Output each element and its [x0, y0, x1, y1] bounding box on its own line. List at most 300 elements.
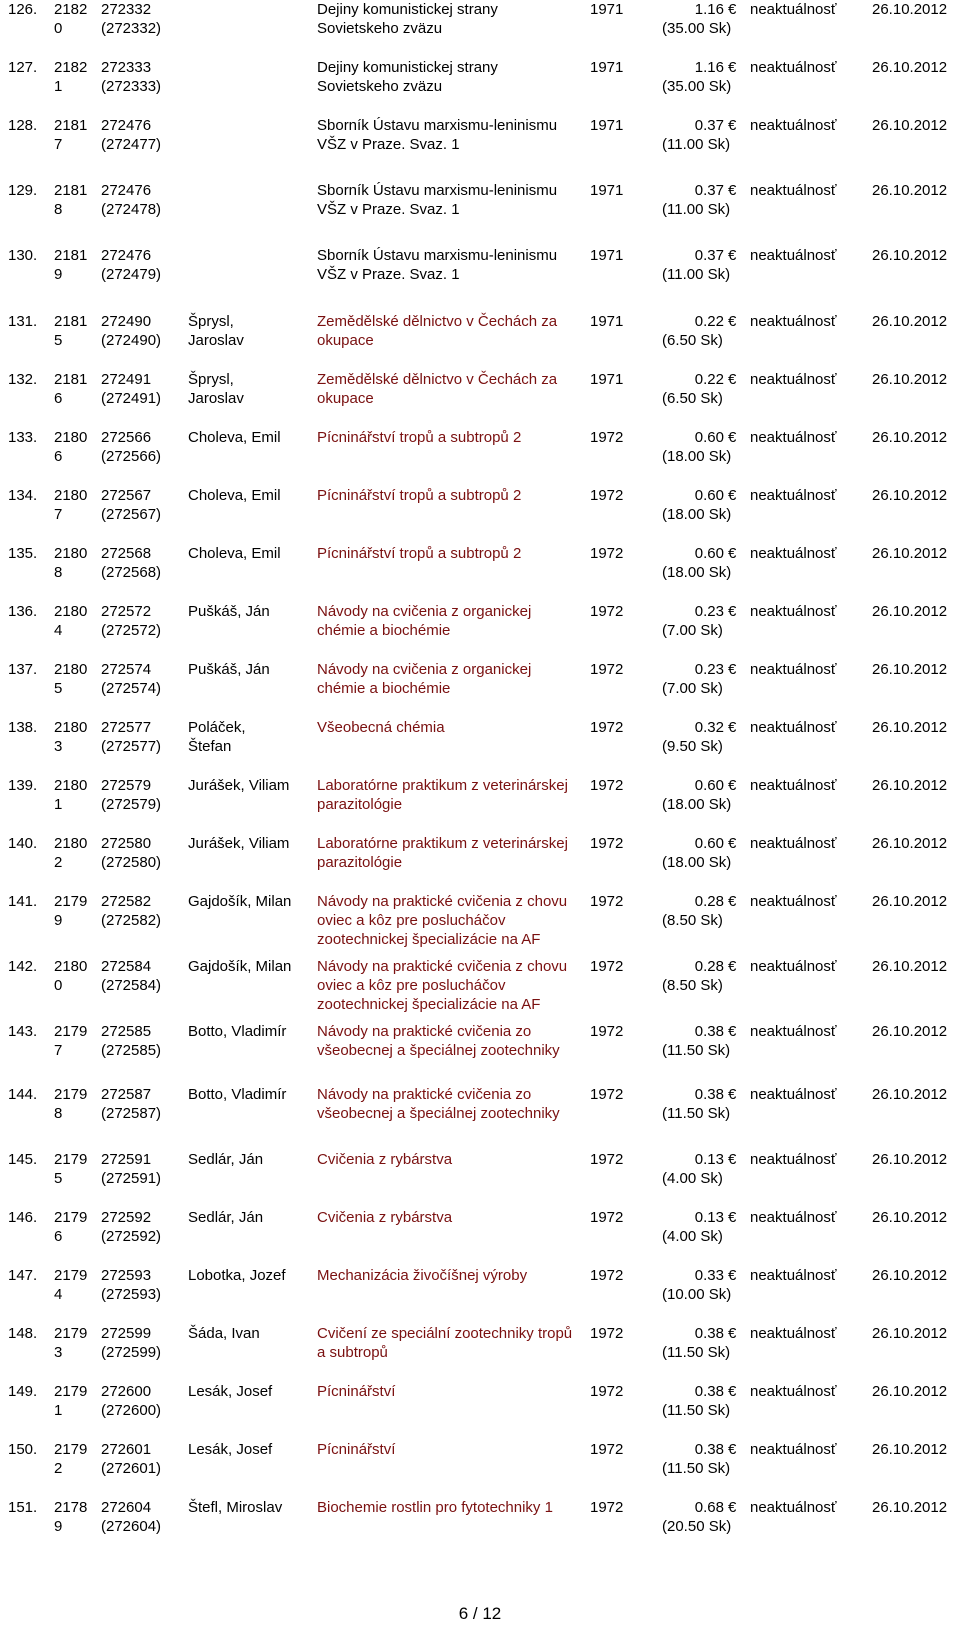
table-row: [0, 1208, 960, 1264]
euro-symbol: €: [728, 313, 737, 330]
record-code: 2179 4: [54, 1267, 88, 1303]
date: 26.10.2012: [872, 1151, 948, 1168]
record-id: 272332 (272332): [101, 1, 162, 37]
price-eur: 0.38: [694, 1383, 724, 1400]
record-id: 272476 (272477): [101, 117, 162, 153]
price-eur: 1.16: [694, 59, 724, 76]
row-number: 144.: [8, 1086, 38, 1103]
title: Cvičení ze speciální zootechniky tropů a subtropů: [317, 1325, 573, 1361]
author: Štefl, Miroslav: [188, 1499, 283, 1516]
status: neaktuálnosť: [750, 603, 837, 620]
date: 26.10.2012: [872, 545, 948, 562]
title: Mechanizácia živočíšnej výroby: [317, 1267, 528, 1284]
euro-symbol: €: [728, 719, 737, 736]
author: Poláček, Štefan: [188, 719, 246, 755]
year: 1971: [590, 117, 624, 134]
record-code: 2179 9: [54, 893, 88, 929]
price-sk: (20.50 Sk): [662, 1518, 732, 1535]
record-id: 272476 (272479): [101, 247, 162, 283]
euro-symbol: €: [728, 603, 737, 620]
price-sk: (18.00 Sk): [662, 506, 732, 523]
price-eur: 0.60: [694, 429, 724, 446]
author: Botto, Vladimír: [188, 1023, 287, 1040]
year: 1972: [590, 1209, 624, 1226]
table-row: [0, 834, 960, 890]
price-eur: 1.16: [694, 1, 724, 18]
year: 1972: [590, 1325, 624, 1342]
price-sk: (6.50 Sk): [662, 390, 723, 407]
title: Pícninářství tropů a subtropů 2: [317, 545, 522, 562]
title: Cvičenia z rybárstva: [317, 1151, 453, 1168]
row-number: 130.: [8, 247, 38, 264]
row-number: 141.: [8, 893, 38, 910]
price-eur: 0.38: [694, 1441, 724, 1458]
euro-symbol: €: [728, 429, 737, 446]
status: neaktuálnosť: [750, 429, 837, 446]
date: 26.10.2012: [872, 371, 948, 388]
row-number: 146.: [8, 1209, 38, 1226]
year: 1972: [590, 1441, 624, 1458]
date: 26.10.2012: [872, 1023, 948, 1040]
price-eur: 0.28: [694, 958, 724, 975]
record-id: 272491 (272491): [101, 371, 162, 407]
date: 26.10.2012: [872, 661, 948, 678]
row-number: 136.: [8, 603, 38, 620]
price-eur: 0.38: [694, 1023, 724, 1040]
year: 1972: [590, 958, 624, 975]
table-row: [0, 116, 960, 172]
author: Choleva, Emil: [188, 545, 281, 562]
price-sk: (4.00 Sk): [662, 1228, 723, 1245]
row-number: 131.: [8, 313, 38, 330]
year: 1972: [590, 429, 624, 446]
record-id: 272333 (272333): [101, 59, 162, 95]
price-sk: (35.00 Sk): [662, 78, 732, 95]
price-eur: 0.60: [694, 545, 724, 562]
author: Choleva, Emil: [188, 429, 281, 446]
record-code: 2178 9: [54, 1499, 88, 1535]
euro-symbol: €: [728, 545, 737, 562]
row-number: 132.: [8, 371, 38, 388]
author: Choleva, Emil: [188, 487, 281, 504]
title: Cvičenia z rybárstva: [317, 1209, 453, 1226]
year: 1971: [590, 371, 624, 388]
record-code: 2179 1: [54, 1383, 88, 1419]
year: 1972: [590, 719, 624, 736]
table-row: [0, 58, 960, 114]
title: Pícninářství: [317, 1441, 396, 1458]
price-sk: (7.00 Sk): [662, 622, 723, 639]
row-number: 129.: [8, 182, 38, 199]
date: 26.10.2012: [872, 1325, 948, 1342]
title: Pícninářství tropů a subtropů 2: [317, 487, 522, 504]
status: neaktuálnosť: [750, 1441, 837, 1458]
table-row: [0, 1150, 960, 1206]
title: Biochemie rostlin pro fytotechniky 1: [317, 1499, 553, 1516]
status: neaktuálnosť: [750, 117, 837, 134]
price-eur: 0.37: [694, 182, 724, 199]
record-id: 272577 (272577): [101, 719, 162, 755]
record-id: 272580 (272580): [101, 835, 162, 871]
author: Lesák, Josef: [188, 1441, 273, 1458]
year: 1971: [590, 1, 624, 18]
record-code: 2179 5: [54, 1151, 88, 1187]
euro-symbol: €: [728, 1267, 737, 1284]
euro-symbol: €: [728, 1325, 737, 1342]
record-id: 272587 (272587): [101, 1086, 162, 1122]
price-eur: 0.68: [694, 1499, 724, 1516]
price-eur: 0.32: [694, 719, 724, 736]
record-code: 2180 3: [54, 719, 88, 755]
year: 1971: [590, 313, 624, 330]
record-id: 272567 (272567): [101, 487, 162, 523]
euro-symbol: €: [728, 958, 737, 975]
year: 1972: [590, 1499, 624, 1516]
price-sk: (8.50 Sk): [662, 912, 723, 929]
record-id: 272572 (272572): [101, 603, 162, 639]
record-id: 272574 (272574): [101, 661, 162, 697]
date: 26.10.2012: [872, 1267, 948, 1284]
table-row: [0, 602, 960, 658]
euro-symbol: €: [728, 182, 737, 199]
title: Zemědělské dělnictvo v Čechách za okupace: [317, 313, 558, 349]
author: Sedlár, Ján: [188, 1209, 264, 1226]
record-code: 2180 1: [54, 777, 88, 813]
date: 26.10.2012: [872, 1441, 948, 1458]
table-row: [0, 370, 960, 426]
euro-symbol: €: [728, 1086, 737, 1103]
row-number: 127.: [8, 59, 38, 76]
status: neaktuálnosť: [750, 1086, 837, 1103]
table-row: [0, 428, 960, 484]
price-sk: (10.00 Sk): [662, 1286, 732, 1303]
euro-symbol: €: [728, 1383, 737, 1400]
record-code: 2180 4: [54, 603, 88, 639]
title: Pícninářství: [317, 1383, 396, 1400]
price-eur: 0.22: [694, 313, 724, 330]
row-number: 139.: [8, 777, 38, 794]
row-number: 143.: [8, 1023, 38, 1040]
author: Puškáš, Ján: [188, 661, 270, 678]
record-code: 2182 0: [54, 1, 88, 37]
row-number: 134.: [8, 487, 38, 504]
price-sk: (11.50 Sk): [662, 1344, 731, 1361]
title: Sborník Ústavu marxismu-leninismu VŠZ v Praze. Svaz. 1: [317, 117, 558, 153]
year: 1971: [590, 59, 624, 76]
title: Návody na praktické cvičenia zo všeobecnej a špeciálnej zootechniky: [317, 1023, 560, 1059]
price-eur: 0.23: [694, 603, 724, 620]
price-sk: (11.00 Sk): [662, 136, 731, 153]
title: Návody na praktické cvičenia z chovu oviec a kôz pre poslucháčov zootechnickej špecializácie na AF: [317, 893, 568, 948]
date: 26.10.2012: [872, 182, 948, 199]
status: neaktuálnosť: [750, 1499, 837, 1516]
price-sk: (7.00 Sk): [662, 680, 723, 697]
author: Jurášek, Viliam: [188, 777, 290, 794]
year: 1972: [590, 893, 624, 910]
euro-symbol: €: [728, 1209, 737, 1226]
table-row: [0, 1382, 960, 1438]
status: neaktuálnosť: [750, 1383, 837, 1400]
author: Botto, Vladimír: [188, 1086, 287, 1103]
euro-symbol: €: [728, 1151, 737, 1168]
year: 1972: [590, 835, 624, 852]
year: 1972: [590, 1151, 624, 1168]
record-code: 2180 2: [54, 835, 88, 871]
price-sk: (18.00 Sk): [662, 854, 732, 871]
price-eur: 0.13: [694, 1209, 724, 1226]
author: Šáda, Ivan: [188, 1325, 260, 1342]
euro-symbol: €: [728, 371, 737, 388]
author: Jurášek, Viliam: [188, 835, 290, 852]
record-id: 272476 (272478): [101, 182, 162, 218]
table-row: [0, 957, 960, 1013]
euro-symbol: €: [728, 1, 737, 18]
date: 26.10.2012: [872, 1209, 948, 1226]
title: Návody na cvičenia z organickej chémie a biochémie: [317, 661, 532, 697]
table-row: [0, 544, 960, 600]
year: 1972: [590, 1267, 624, 1284]
table-row: [0, 1022, 960, 1078]
table-row: [0, 776, 960, 832]
record-code: 2181 9: [54, 247, 88, 283]
year: 1972: [590, 1383, 624, 1400]
row-number: 148.: [8, 1325, 38, 1342]
euro-symbol: €: [728, 777, 737, 794]
title: Všeobecná chémia: [317, 719, 445, 736]
record-code: 2180 7: [54, 487, 88, 523]
status: neaktuálnosť: [750, 371, 837, 388]
page-number: 6 / 12: [458, 1604, 502, 1623]
euro-symbol: €: [728, 59, 737, 76]
title: Pícninářství tropů a subtropů 2: [317, 429, 522, 446]
record-id: 272599 (272599): [101, 1325, 162, 1361]
euro-symbol: €: [728, 1499, 737, 1516]
price-sk: (18.00 Sk): [662, 448, 732, 465]
euro-symbol: €: [728, 117, 737, 134]
status: neaktuálnosť: [750, 313, 837, 330]
record-code: 2180 6: [54, 429, 88, 465]
euro-symbol: €: [728, 893, 737, 910]
record-code: 2181 7: [54, 117, 88, 153]
price-eur: 0.60: [694, 487, 724, 504]
status: neaktuálnosť: [750, 1325, 837, 1342]
row-number: 149.: [8, 1383, 38, 1400]
row-number: 140.: [8, 835, 38, 852]
price-eur: 0.13: [694, 1151, 724, 1168]
record-id: 272592 (272592): [101, 1209, 162, 1245]
price-sk: (11.50 Sk): [662, 1042, 731, 1059]
year: 1972: [590, 777, 624, 794]
record-code: 2181 5: [54, 313, 88, 349]
year: 1971: [590, 247, 624, 264]
title: Návody na cvičenia z organickej chémie a biochémie: [317, 603, 532, 639]
status: neaktuálnosť: [750, 59, 837, 76]
status: neaktuálnosť: [750, 958, 837, 975]
table-row: [0, 246, 960, 302]
table-row: [0, 1498, 960, 1554]
record-id: 272601 (272601): [101, 1441, 162, 1477]
euro-symbol: €: [728, 247, 737, 264]
status: neaktuálnosť: [750, 661, 837, 678]
status: neaktuálnosť: [750, 182, 837, 199]
status: neaktuálnosť: [750, 719, 837, 736]
record-code: 2182 1: [54, 59, 88, 95]
row-number: 142.: [8, 958, 38, 975]
price-eur: 0.38: [694, 1086, 724, 1103]
year: 1972: [590, 1086, 624, 1103]
price-sk: (11.50 Sk): [662, 1402, 731, 1419]
euro-symbol: €: [728, 661, 737, 678]
title: Návody na praktické cvičenia z chovu oviec a kôz pre poslucháčov zootechnickej špecializácie na AF: [317, 958, 568, 1013]
price-eur: 0.37: [694, 117, 724, 134]
price-eur: 0.28: [694, 893, 724, 910]
price-sk: (4.00 Sk): [662, 1170, 723, 1187]
status: neaktuálnosť: [750, 1267, 837, 1284]
price-sk: (35.00 Sk): [662, 20, 732, 37]
date: 26.10.2012: [872, 1499, 948, 1516]
record-id: 272604 (272604): [101, 1499, 162, 1535]
date: 26.10.2012: [872, 1086, 948, 1103]
row-number: 126.: [8, 1, 38, 18]
title: Laboratórne praktikum z veterinárskej parazitológie: [317, 835, 568, 871]
status: neaktuálnosť: [750, 487, 837, 504]
date: 26.10.2012: [872, 719, 948, 736]
date: 26.10.2012: [872, 429, 948, 446]
year: 1972: [590, 1023, 624, 1040]
record-id: 272490 (272490): [101, 313, 162, 349]
row-number: 128.: [8, 117, 38, 134]
year: 1972: [590, 545, 624, 562]
price-sk: (18.00 Sk): [662, 796, 732, 813]
record-code: 2180 5: [54, 661, 88, 697]
row-number: 145.: [8, 1151, 38, 1168]
row-number: 151.: [8, 1499, 38, 1516]
date: 26.10.2012: [872, 59, 948, 76]
status: neaktuálnosť: [750, 1151, 837, 1168]
date: 26.10.2012: [872, 117, 948, 134]
author: Lobotka, Jozef: [188, 1267, 286, 1284]
author: Lesák, Josef: [188, 1383, 273, 1400]
price-eur: 0.60: [694, 777, 724, 794]
title: Sborník Ústavu marxismu-leninismu VŠZ v Praze. Svaz. 1: [317, 182, 558, 218]
date: 26.10.2012: [872, 958, 948, 975]
record-code: 2181 6: [54, 371, 88, 407]
title: Sborník Ústavu marxismu-leninismu VŠZ v Praze. Svaz. 1: [317, 247, 558, 283]
author: Šprysl, Jaroslav: [188, 371, 244, 407]
price-sk: (11.50 Sk): [662, 1105, 731, 1122]
table-row: [0, 312, 960, 368]
date: 26.10.2012: [872, 603, 948, 620]
price-eur: 0.23: [694, 661, 724, 678]
author: Puškáš, Ján: [188, 603, 270, 620]
table-row: [0, 892, 960, 948]
table-row: [0, 718, 960, 774]
title: Návody na praktické cvičenia zo všeobecnej a špeciálnej zootechniky: [317, 1086, 560, 1122]
author: Gajdošík, Milan: [188, 958, 292, 975]
author: Šprysl, Jaroslav: [188, 313, 244, 349]
date: 26.10.2012: [872, 313, 948, 330]
price-sk: (18.00 Sk): [662, 564, 732, 581]
euro-symbol: €: [728, 1441, 737, 1458]
record-id: 272566 (272566): [101, 429, 162, 465]
record-code: 2179 8: [54, 1086, 88, 1122]
table-row: [0, 1324, 960, 1380]
euro-symbol: €: [728, 1023, 737, 1040]
date: 26.10.2012: [872, 487, 948, 504]
year: 1972: [590, 603, 624, 620]
record-id: 272582 (272582): [101, 893, 162, 929]
date: 26.10.2012: [872, 1383, 948, 1400]
status: neaktuálnosť: [750, 893, 837, 910]
table-row: [0, 0, 960, 56]
date: 26.10.2012: [872, 1, 948, 18]
record-id: 272584 (272584): [101, 958, 162, 994]
date: 26.10.2012: [872, 777, 948, 794]
year: 1971: [590, 182, 624, 199]
euro-symbol: €: [728, 487, 737, 504]
price-eur: 0.60: [694, 835, 724, 852]
status: neaktuálnosť: [750, 247, 837, 264]
price-eur: 0.38: [694, 1325, 724, 1342]
status: neaktuálnosť: [750, 1, 837, 18]
row-number: 150.: [8, 1441, 38, 1458]
row-number: 133.: [8, 429, 38, 446]
price-sk: (8.50 Sk): [662, 977, 723, 994]
price-sk: (6.50 Sk): [662, 332, 723, 349]
table-row: [0, 660, 960, 716]
price-eur: 0.33: [694, 1267, 724, 1284]
price-sk: (11.00 Sk): [662, 201, 731, 218]
euro-symbol: €: [728, 835, 737, 852]
title: Laboratórne praktikum z veterinárskej parazitológie: [317, 777, 568, 813]
price-sk: (11.50 Sk): [662, 1460, 731, 1477]
record-code: 2179 2: [54, 1441, 88, 1477]
title: Dejiny komunistickej strany Sovietskeho zväzu: [317, 1, 498, 37]
record-id: 272568 (272568): [101, 545, 162, 581]
price-eur: 0.22: [694, 371, 724, 388]
record-code: 2180 0: [54, 958, 88, 994]
author: Gajdošík, Milan: [188, 893, 292, 910]
record-code: 2179 6: [54, 1209, 88, 1245]
record-code: 2179 3: [54, 1325, 88, 1361]
record-id: 272600 (272600): [101, 1383, 162, 1419]
status: neaktuálnosť: [750, 777, 837, 794]
title: Zemědělské dělnictvo v Čechách za okupace: [317, 371, 558, 407]
date: 26.10.2012: [872, 835, 948, 852]
year: 1972: [590, 661, 624, 678]
title: Dejiny komunistickej strany Sovietskeho zväzu: [317, 59, 498, 95]
year: 1972: [590, 487, 624, 504]
price-eur: 0.37: [694, 247, 724, 264]
table-row: [0, 1085, 960, 1141]
record-code: 2180 8: [54, 545, 88, 581]
author: Sedlár, Ján: [188, 1151, 264, 1168]
status: neaktuálnosť: [750, 1023, 837, 1040]
row-number: 137.: [8, 661, 38, 678]
record-id: 272593 (272593): [101, 1267, 162, 1303]
price-sk: (9.50 Sk): [662, 738, 723, 755]
date: 26.10.2012: [872, 247, 948, 264]
record-id: 272579 (272579): [101, 777, 162, 813]
record-id: 272585 (272585): [101, 1023, 162, 1059]
record-id: 272591 (272591): [101, 1151, 162, 1187]
status: neaktuálnosť: [750, 545, 837, 562]
table-row: [0, 486, 960, 542]
record-code: 2181 8: [54, 182, 88, 218]
row-number: 147.: [8, 1267, 38, 1284]
row-number: 138.: [8, 719, 38, 736]
table-row: [0, 181, 960, 237]
